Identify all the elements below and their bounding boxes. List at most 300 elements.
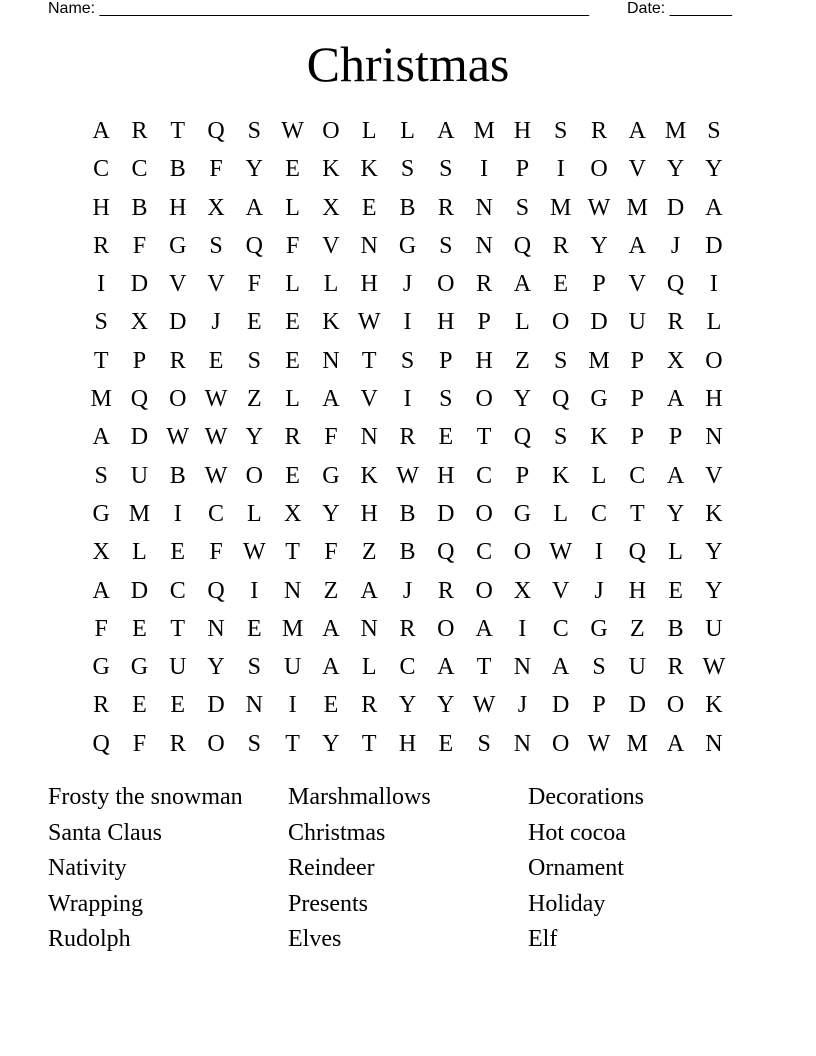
grid-letter: V <box>360 386 378 413</box>
grid-letter: V <box>169 271 187 298</box>
grid-letter: J <box>402 271 413 298</box>
grid-letter: U <box>628 654 646 681</box>
grid-letter: B <box>131 194 148 221</box>
grid-letter: K <box>705 500 723 527</box>
grid-letter: O <box>705 347 723 374</box>
grid-letter: O <box>475 386 493 413</box>
grid-letter: E <box>247 615 262 642</box>
grid-letter: P <box>515 156 530 183</box>
grid-letter: A <box>92 577 110 604</box>
grid-row <box>82 418 734 456</box>
grid-letter: S <box>400 156 415 183</box>
grid-letter: E <box>285 462 300 489</box>
grid-letter: W <box>702 654 726 681</box>
grid-letter: E <box>285 347 300 374</box>
grid-letter: A <box>666 462 685 489</box>
grid-letter: H <box>398 730 417 757</box>
grid-letter: L <box>285 386 300 413</box>
grid-letter: W <box>587 730 611 757</box>
grid-letter: O <box>169 386 187 413</box>
grid-letter: L <box>553 500 569 527</box>
word-list-item: Christmas <box>288 819 386 846</box>
grid-letter: S <box>439 386 453 413</box>
grid-letter: O <box>322 118 340 144</box>
grid-letter: G <box>322 462 340 489</box>
grid-letter: S <box>209 232 223 259</box>
grid-letter: S <box>592 654 606 681</box>
word-list-item: Santa Claus <box>48 819 162 846</box>
grid-letter: E <box>247 309 262 336</box>
grid-letter: O <box>552 730 570 757</box>
grid-letter: O <box>245 462 263 489</box>
grid-letter: X <box>130 309 149 336</box>
grid-letter: E <box>208 347 224 374</box>
grid-letter: C <box>208 500 225 527</box>
grid-letter: A <box>475 615 493 642</box>
grid-letter: E <box>132 692 147 719</box>
grid-letter: E <box>323 692 339 719</box>
grid-letter: I <box>480 156 489 183</box>
word-list-item: Decorations <box>528 784 644 810</box>
grid-letter: T <box>170 615 186 642</box>
grid-letter: D <box>666 194 685 221</box>
grid-letter: N <box>705 424 723 451</box>
grid-letter: K <box>705 692 723 719</box>
grid-letter: C <box>476 462 493 489</box>
word-list-item: Wrapping <box>48 890 144 917</box>
grid-letter: C <box>591 500 608 527</box>
grid-letter: Y <box>666 500 685 527</box>
grid-letter: E <box>438 730 454 757</box>
grid-letter: A <box>92 424 110 451</box>
grid-letter: G <box>398 232 417 259</box>
grid-letter: R <box>93 692 110 719</box>
grid-letter: R <box>399 424 416 451</box>
grid-letter: U <box>628 309 646 336</box>
grid-letter: X <box>92 539 110 566</box>
grid-letter: E <box>170 692 186 719</box>
grid-letter: Z <box>247 386 262 413</box>
grid-letter: B <box>169 156 186 183</box>
grid-letter: R <box>667 309 684 336</box>
grid-letter: E <box>361 194 377 221</box>
grid-letter: T <box>93 347 109 374</box>
grid-letter: Q <box>552 386 570 413</box>
grid-row <box>82 648 734 686</box>
grid-letter: L <box>247 500 262 527</box>
grid-letter: N <box>513 654 532 681</box>
grid-letter: M <box>550 194 572 221</box>
grid-letter: R <box>591 118 608 144</box>
grid-row <box>82 686 734 724</box>
word-column <box>48 780 288 958</box>
grid-letter: I <box>97 271 106 298</box>
grid-letter: X <box>666 347 685 374</box>
grid-letter: C <box>399 654 416 681</box>
grid-letter: Z <box>323 577 339 604</box>
grid-letter: K <box>360 156 378 183</box>
grid-letter: A <box>245 194 263 221</box>
grid-letter: D <box>130 271 149 298</box>
grid-letter: L <box>400 118 415 144</box>
grid-letter: I <box>173 500 182 527</box>
grid-letter: R <box>437 577 454 604</box>
grid-row <box>82 265 734 303</box>
grid-letter: V <box>322 232 340 259</box>
grid-letter: R <box>399 615 416 642</box>
grid-letter: G <box>130 654 149 681</box>
worksheet-header <box>48 0 748 20</box>
grid-letter: L <box>323 271 339 298</box>
grid-letter: L <box>361 118 377 144</box>
grid-letter: C <box>93 156 110 183</box>
grid-letter: L <box>591 462 607 489</box>
grid-letter: W <box>587 194 611 221</box>
grid-letter: Q <box>207 118 225 144</box>
grid-letter: Q <box>666 271 685 298</box>
grid-letter: F <box>94 615 108 642</box>
name-field-line: Name: _______________________________________________________ <box>48 0 589 17</box>
grid-letter: L <box>132 539 147 566</box>
grid-letter: A <box>437 118 455 144</box>
grid-letter: I <box>556 156 565 183</box>
grid-letter: P <box>477 309 491 336</box>
grid-letter: H <box>92 194 110 221</box>
grid-letter: D <box>705 232 723 259</box>
grid-letter: Q <box>207 577 225 604</box>
grid-letter: I <box>250 577 259 604</box>
grid-letter: D <box>169 309 187 336</box>
grid-letter: K <box>322 309 340 336</box>
grid-letter: Y <box>245 156 263 183</box>
word-list-item: Elf <box>528 926 558 953</box>
grid-letter: P <box>515 462 530 489</box>
grid-letter: O <box>513 539 532 566</box>
grid-letter: S <box>554 424 568 451</box>
grid-letter: P <box>592 271 606 298</box>
grid-letter: A <box>322 615 340 642</box>
grid-letter: S <box>477 730 491 757</box>
puzzle-title: Christmas <box>306 36 510 92</box>
word-list-item: Nativity <box>48 855 127 882</box>
grid-letter: D <box>590 309 608 336</box>
grid-letter: R <box>437 194 454 221</box>
grid-letter: Y <box>437 692 455 719</box>
grid-letter: I <box>518 615 527 642</box>
grid-letter: T <box>285 539 300 566</box>
grid-letter: A <box>628 232 646 259</box>
grid-letter: F <box>324 424 338 451</box>
letter-grid <box>82 112 734 763</box>
grid-letter: O <box>475 577 493 604</box>
grid-letter: E <box>668 577 683 604</box>
word-list-item: Rudolph <box>48 926 131 953</box>
grid-letter: L <box>285 194 300 221</box>
grid-letter: I <box>403 386 412 413</box>
grid-letter: W <box>204 386 228 413</box>
grid-letter: D <box>437 500 455 527</box>
grid-letter: I <box>595 539 603 566</box>
grid-row <box>82 112 734 150</box>
grid-letter: S <box>247 730 262 757</box>
grid-letter: I <box>288 692 297 719</box>
grid-letter: Y <box>705 156 723 183</box>
grid-letter: E <box>132 615 147 642</box>
grid-letter: K <box>360 462 378 489</box>
grid-letter: O <box>437 615 455 642</box>
grid-letter: G <box>590 386 608 413</box>
grid-row <box>82 725 734 763</box>
grid-letter: Q <box>437 539 455 566</box>
grid-letter: Y <box>245 424 263 451</box>
grid-letter: P <box>630 424 644 451</box>
grid-letter: D <box>130 577 149 604</box>
word-list-item: Elves <box>288 926 342 953</box>
grid-letter: X <box>207 194 225 221</box>
grid-letter: A <box>705 194 723 221</box>
word-list-item: Hot cocoa <box>528 819 626 846</box>
grid-letter: F <box>132 730 147 757</box>
grid-letter: D <box>130 424 149 451</box>
grid-letter: P <box>630 347 644 374</box>
grid-letter: Q <box>92 730 110 757</box>
grid-letter: J <box>517 692 528 719</box>
grid-letter: R <box>361 692 378 719</box>
grid-letter: Y <box>590 232 608 259</box>
grid-letter: R <box>476 271 493 298</box>
grid-letter: Q <box>245 232 263 259</box>
grid-letter: Y <box>207 654 225 681</box>
grid-letter: M <box>473 118 495 144</box>
grid-letter: G <box>92 654 110 681</box>
grid-letter: L <box>285 271 300 298</box>
grid-row <box>82 457 734 495</box>
grid-letter: A <box>628 118 646 144</box>
grid-letter: B <box>399 194 416 221</box>
grid-letter: Q <box>513 424 532 451</box>
grid-row <box>82 610 734 648</box>
grid-letter: W <box>281 118 304 144</box>
grid-letter: R <box>552 232 569 259</box>
grid-letter: F <box>209 539 223 566</box>
grid-letter: V <box>628 271 646 298</box>
grid-letter: R <box>93 232 110 259</box>
grid-letter: S <box>707 118 721 144</box>
grid-letter: R <box>169 347 186 374</box>
grid-letter: U <box>130 462 149 489</box>
grid-letter: A <box>513 271 532 298</box>
grid-letter: S <box>439 156 453 183</box>
grid-row <box>82 303 734 341</box>
grid-letter: G <box>169 232 187 259</box>
grid-letter: H <box>360 500 378 527</box>
grid-letter: G <box>92 500 110 527</box>
grid-letter: A <box>552 654 570 681</box>
grid-letter: E <box>285 156 300 183</box>
grid-letter: H <box>705 386 723 413</box>
grid-row <box>82 533 734 571</box>
grid-letter: C <box>629 462 646 489</box>
grid-letter: B <box>399 500 416 527</box>
grid-letter: S <box>515 194 530 221</box>
grid-letter: P <box>668 424 683 451</box>
grid-letter: Y <box>666 156 685 183</box>
grid-letter: U <box>169 654 187 681</box>
grid-letter: H <box>475 347 493 374</box>
grid-letter: N <box>705 730 723 757</box>
grid-row <box>82 495 734 533</box>
grid-letter: N <box>475 232 493 259</box>
grid-letter: P <box>439 347 453 374</box>
grid-letter: L <box>361 654 377 681</box>
grid-letter: E <box>170 539 186 566</box>
grid-letter: F <box>247 271 262 298</box>
grid-letter: J <box>594 577 604 604</box>
grid-letter: W <box>396 462 419 489</box>
grid-letter: T <box>170 118 186 144</box>
grid-letter: M <box>90 386 112 413</box>
grid-letter: O <box>590 156 608 183</box>
grid-letter: B <box>667 615 684 642</box>
grid-row <box>82 380 734 418</box>
grid-letter: U <box>705 615 723 642</box>
grid-letter: K <box>552 462 570 489</box>
grid-letter: J <box>211 309 221 336</box>
word-list-item: Holiday <box>528 890 606 917</box>
word-list-item: Frosty the snowman <box>48 784 243 810</box>
grid-letter: B <box>399 539 416 566</box>
grid-letter: T <box>285 730 300 757</box>
grid-letter: N <box>513 730 532 757</box>
word-list-item: Ornament <box>528 855 624 882</box>
grid-letter: G <box>513 500 532 527</box>
grid-letter: M <box>626 194 648 221</box>
grid-row <box>82 572 734 610</box>
grid-letter: C <box>552 615 569 642</box>
grid-letter: M <box>281 615 304 642</box>
word-column <box>528 780 768 958</box>
grid-letter: X <box>322 194 340 221</box>
grid-letter: F <box>285 232 300 259</box>
grid-letter: S <box>247 654 262 681</box>
grid-letter: T <box>361 347 377 374</box>
grid-letter: A <box>322 386 340 413</box>
grid-letter: C <box>476 539 493 566</box>
grid-letter: N <box>322 347 340 374</box>
grid-letter: D <box>628 692 646 719</box>
date-field-line: Date: _______ <box>627 0 732 17</box>
grid-letter: S <box>400 347 415 374</box>
grid-letter: V <box>628 156 646 183</box>
grid-letter: E <box>553 271 569 298</box>
grid-letter: I <box>709 271 718 298</box>
grid-letter: S <box>94 462 108 489</box>
grid-letter: S <box>94 309 108 336</box>
grid-letter: W <box>243 539 266 566</box>
grid-letter: W <box>357 309 381 336</box>
grid-letter: Q <box>513 232 532 259</box>
grid-letter: P <box>132 347 147 374</box>
grid-letter: V <box>207 271 225 298</box>
word-list-item: Reindeer <box>288 855 375 882</box>
grid-letter: F <box>324 539 338 566</box>
grid-letter: M <box>128 500 151 527</box>
grid-letter: Z <box>361 539 377 566</box>
grid-letter: W <box>472 692 496 719</box>
grid-letter: A <box>666 730 685 757</box>
grid-letter: H <box>437 309 455 336</box>
grid-letter: L <box>515 309 530 336</box>
grid-letter: W <box>204 462 228 489</box>
grid-letter: C <box>131 156 148 183</box>
grid-letter: A <box>322 654 340 681</box>
grid-row <box>82 189 734 227</box>
grid-row <box>82 342 734 380</box>
grid-letter: M <box>626 730 648 757</box>
grid-letter: O <box>666 692 685 719</box>
grid-letter: R <box>131 118 148 144</box>
grid-letter: Q <box>130 386 149 413</box>
grid-letter: D <box>552 692 570 719</box>
grid-letter: H <box>169 194 187 221</box>
grid-letter: L <box>706 309 722 336</box>
grid-letter: Y <box>705 539 723 566</box>
word-list-item: Marshmallows <box>288 784 431 810</box>
word-column <box>288 780 528 958</box>
grid-letter: T <box>361 730 377 757</box>
grid-letter: J <box>402 577 413 604</box>
grid-letter: A <box>437 654 455 681</box>
grid-letter: J <box>670 232 681 259</box>
grid-letter: R <box>667 654 684 681</box>
grid-letter: B <box>169 462 186 489</box>
grid-row <box>82 227 734 265</box>
grid-letter: S <box>439 232 453 259</box>
grid-letter: O <box>552 309 570 336</box>
word-list-item: Presents <box>288 890 368 917</box>
grid-letter: W <box>204 424 228 451</box>
grid-letter: W <box>166 424 190 451</box>
grid-letter: N <box>360 232 378 259</box>
grid-letter: S <box>554 118 568 144</box>
grid-letter: K <box>322 156 340 183</box>
grid-letter: N <box>283 577 302 604</box>
grid-letter: V <box>705 462 723 489</box>
grid-letter: Y <box>398 692 417 719</box>
grid-letter: T <box>629 500 645 527</box>
grid-letter: Q <box>628 539 646 566</box>
grid-letter: O <box>437 271 455 298</box>
grid-letter: F <box>132 232 147 259</box>
grid-letter: T <box>476 424 492 451</box>
grid-letter: N <box>207 615 225 642</box>
grid-letter: X <box>513 577 532 604</box>
grid-letter: I <box>403 309 412 336</box>
grid-letter: Z <box>629 615 645 642</box>
grid-letter: L <box>668 539 683 566</box>
grid-letter: E <box>438 424 454 451</box>
grid-letter: N <box>245 692 263 719</box>
grid-letter: P <box>630 386 644 413</box>
grid-letter: G <box>590 615 608 642</box>
grid-letter: Y <box>513 386 532 413</box>
grid-letter: D <box>207 692 225 719</box>
grid-letter: S <box>247 118 262 144</box>
grid-letter: S <box>247 347 262 374</box>
grid-letter: C <box>169 577 186 604</box>
grid-letter: U <box>283 654 302 681</box>
grid-letter: A <box>666 386 685 413</box>
